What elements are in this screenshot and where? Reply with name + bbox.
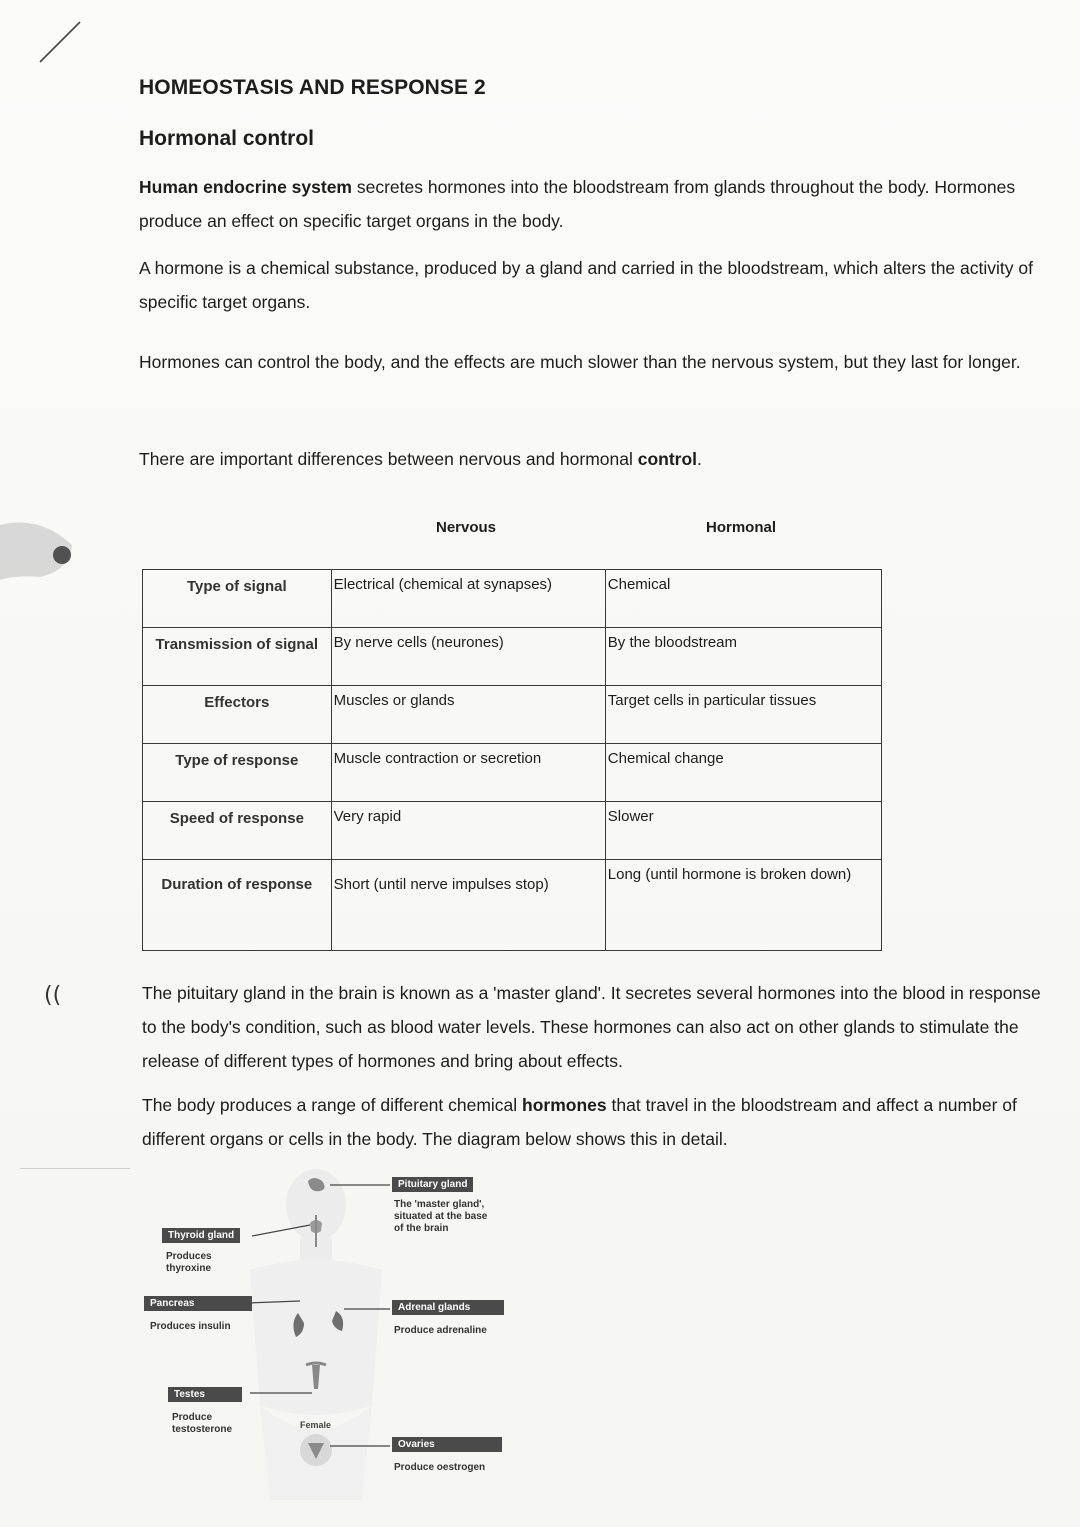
hormonal-cell: By the bloodstream	[605, 628, 881, 686]
endocrine-diagram	[140, 1165, 530, 1505]
differences-paragraph	[139, 442, 1059, 476]
hormonal-cell: Chemical	[605, 570, 881, 628]
hormonal-cell: Long (until hormone is broken down)	[605, 860, 881, 951]
thyroid-description	[166, 1251, 212, 1275]
row-label: Speed of response	[143, 802, 332, 860]
table-row	[143, 744, 882, 802]
differences-text: There are important differences between nervous and hormonal	[139, 449, 638, 469]
testes-desc-line: testosterone	[172, 1424, 233, 1435]
pancreas-description: Produces insulin	[150, 1321, 231, 1332]
column-header-nervous: Nervous	[436, 519, 497, 536]
nervous-cell: Electrical (chemical at synapses)	[331, 570, 605, 628]
differences-bold: control	[637, 449, 698, 469]
nervous-cell: Short (until nerve impulses stop)	[331, 860, 605, 951]
pen-stroke-mark	[36, 18, 84, 66]
testes-label: Testes	[168, 1387, 242, 1402]
pituitary-description	[394, 1199, 487, 1235]
ovaries-label: Ovaries	[392, 1437, 502, 1452]
pancreas-label: Pancreas	[144, 1296, 252, 1311]
hormones-bold: hormones	[522, 1095, 607, 1115]
page-title: HOMEOSTASIS AND RESPONSE 2	[139, 76, 486, 99]
row-label: Effectors	[143, 686, 332, 744]
table-row	[143, 686, 882, 744]
comparison-table	[142, 569, 882, 951]
intro-text: secretes hormones into the bloodstream from glands throughout the body. Hormones produce an effect on specific target organs in the body.	[139, 177, 1016, 231]
adrenal-description: Produce adrenaline	[394, 1325, 487, 1336]
comparison-paragraph: Hormones can control the body, and the effects are much slower than the nervous system, but they last for longer.	[139, 352, 1021, 372]
adrenal-glands-label: Adrenal glands	[392, 1300, 504, 1315]
row-label: Type of signal	[143, 570, 332, 628]
hormonal-cell: Slower	[605, 802, 881, 860]
thyroid-desc-line: Produces	[166, 1251, 212, 1262]
row-label: Type of response	[143, 744, 332, 802]
nervous-cell: Very rapid	[331, 802, 605, 860]
hormones-paragraph	[142, 1088, 1052, 1156]
pituitary-gland-label: Pituitary gland	[392, 1177, 473, 1192]
section-heading: Hormonal control	[139, 127, 315, 150]
definition-paragraph: A hormone is a chemical substance, produced by a gland and carried in the bloodstream, which alters the activity of specific target organs.	[139, 258, 1033, 312]
pituitary-desc-line: of the brain	[394, 1223, 449, 1234]
female-label: Female	[300, 1420, 332, 1430]
nervous-cell: Muscles or glands	[331, 686, 605, 744]
table-row	[143, 802, 882, 860]
edge-shadow	[0, 515, 72, 585]
testes-description	[172, 1412, 232, 1436]
pituitary-desc-line: situated at the base	[394, 1211, 488, 1222]
differences-end: .	[697, 449, 702, 469]
column-header-hormonal: Hormonal	[706, 519, 777, 536]
intro-bold-term: Human endocrine system	[139, 177, 352, 197]
table-row	[143, 570, 882, 628]
hormonal-cell: Target cells in particular tissues	[605, 686, 881, 744]
intro-paragraph	[139, 170, 1059, 238]
pituitary-paragraph: The pituitary gland in the brain is known as a 'master gland'. It secretes several hormones into the blood in response to the body's condition, such as blood water levels. These hormones can also act on other glands to stimulate the release of different types of hormones and bring about effects.	[142, 983, 1041, 1071]
thyroid-desc-line: thyroxine	[166, 1263, 212, 1274]
hormones-text-lead: The body produces a range of different chemical	[142, 1095, 523, 1115]
nervous-cell: Muscle contraction or secretion	[331, 744, 605, 802]
hormones-text-rest: that travel in the bloodstream and affect a number of different organs or cells in the body. The diagram below shows this in detail.	[142, 1095, 1017, 1149]
thyroid-gland-label: Thyroid gland	[162, 1228, 240, 1243]
ovaries-description: Produce oestrogen	[394, 1462, 486, 1473]
row-label: Transmission of signal	[143, 628, 332, 686]
divider	[20, 1168, 130, 1169]
hormonal-cell: Chemical change	[605, 744, 881, 802]
pituitary-desc-line: The 'master gland',	[394, 1199, 485, 1210]
row-label: Duration of response	[143, 860, 332, 951]
nervous-cell: By nerve cells (neurones)	[331, 628, 605, 686]
pencil-bracket-mark: ((	[44, 983, 62, 1008]
table-row	[143, 860, 882, 951]
table-row	[143, 628, 882, 686]
testes-desc-line: Produce	[172, 1412, 213, 1423]
